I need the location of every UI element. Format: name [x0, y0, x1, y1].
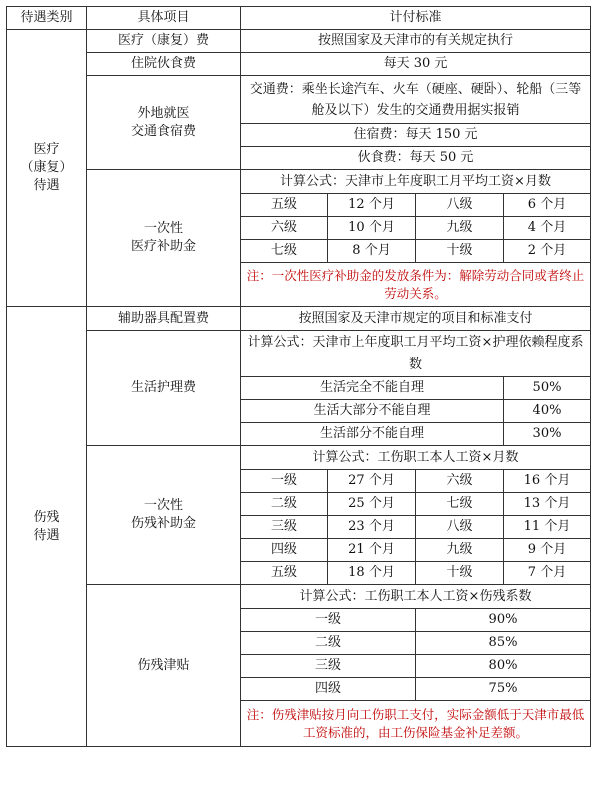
grade-cell: 十级 [416, 240, 504, 263]
category-disability [7, 307, 87, 747]
months-cell: 6 个月 [504, 194, 591, 217]
grade-cell: 四级 [241, 539, 328, 562]
grade-cell: 六级 [416, 470, 504, 493]
formula-disability-subsidy: 计算公式：工伤职工本人工资×月数 [241, 446, 591, 470]
category-line: （康复） [20, 160, 73, 175]
item-medical-subsidy-line: 一次性 [143, 221, 183, 236]
item-allowance: 伤残津贴 [87, 585, 241, 747]
standard-food: 伙食费：每天 50 元 [241, 147, 591, 170]
item-medical-fee: 医疗（康复）费 [87, 30, 241, 53]
formula-medical-subsidy: 计算公式：天津市上年度职工月平均工资×月数 [241, 170, 591, 194]
months-cell: 2 个月 [504, 240, 591, 263]
grade-cell: 二级 [241, 632, 416, 655]
item-disability-subsidy-line: 一次性 [143, 498, 183, 513]
item-travel-line: 外地就医 [137, 105, 190, 121]
months-cell: 25 个月 [328, 493, 416, 516]
item-travel-line: 交通食宿费 [130, 123, 196, 139]
grade-cell: 五级 [241, 562, 328, 585]
grade-cell: 十级 [416, 562, 504, 585]
formula-care: 计算公式：天津市上年度职工月平均工资×护理依赖程度系数 [241, 331, 591, 377]
months-cell: 4 个月 [504, 217, 591, 240]
months-cell: 18 个月 [328, 562, 416, 585]
grade-cell: 五级 [241, 194, 328, 217]
header-standard: 计付标准 [241, 7, 591, 30]
header-category: 待遇类别 [7, 7, 87, 30]
months-cell: 8 个月 [328, 240, 416, 263]
grade-cell: 九级 [416, 217, 504, 240]
item-disability-subsidy-line: 伤残补助金 [130, 516, 196, 531]
item-care: 生活护理费 [87, 331, 241, 446]
months-cell: 27 个月 [328, 470, 416, 493]
care-level-cell: 生活部分不能自理 [241, 423, 504, 446]
table-row [7, 585, 591, 609]
care-rate-cell: 50% [504, 377, 591, 400]
category-line: 伤残 [33, 509, 60, 525]
item-medical-subsidy-line: 医疗补助金 [130, 239, 196, 254]
rate-cell: 80% [416, 655, 591, 678]
table-row [7, 331, 591, 377]
grade-cell: 一级 [241, 470, 328, 493]
table-row [7, 30, 591, 53]
grade-cell: 八级 [416, 194, 504, 217]
months-cell: 13 个月 [504, 493, 591, 516]
benefits-table [6, 6, 591, 747]
table-row [7, 53, 591, 76]
months-cell: 12 个月 [328, 194, 416, 217]
item-disability-subsidy [87, 446, 241, 585]
standard-transport: 交通费：乘坐长途汽车、火车（硬座、硬卧）、轮船（三等舱及以下）发生的交通费用据实报销 [241, 76, 591, 124]
table-row [7, 446, 591, 470]
months-cell: 21 个月 [328, 539, 416, 562]
table-row [7, 76, 591, 124]
care-level-cell: 生活完全不能自理 [241, 377, 504, 400]
category-line: 医疗 [33, 142, 60, 157]
formula-allowance: 计算公式：工伤职工本人工资×伤残系数 [241, 585, 591, 609]
category-medical [7, 30, 87, 307]
table-row [7, 307, 591, 331]
grade-cell: 一级 [241, 609, 416, 632]
header-item: 具体项目 [87, 7, 241, 30]
rate-cell: 90% [416, 609, 591, 632]
grade-cell: 七级 [241, 240, 328, 263]
months-cell: 9 个月 [504, 539, 591, 562]
months-cell: 23 个月 [328, 516, 416, 539]
standard-device: 按照国家及天津市规定的项目和标准支付 [241, 307, 591, 331]
grade-cell: 三级 [241, 655, 416, 678]
item-medical-subsidy [87, 170, 241, 307]
care-rate-cell: 30% [504, 423, 591, 446]
item-meal: 住院伙食费 [87, 53, 241, 76]
care-level-cell: 生活大部分不能自理 [241, 400, 504, 423]
months-cell: 7 个月 [504, 562, 591, 585]
months-cell: 16 个月 [504, 470, 591, 493]
grade-cell: 六级 [241, 217, 328, 240]
grade-cell: 七级 [416, 493, 504, 516]
item-travel [87, 76, 241, 170]
table-header-row [7, 7, 591, 30]
standard-lodging: 住宿费：每天 150 元 [241, 124, 591, 147]
category-line: 待遇 [33, 527, 60, 543]
care-rate-cell: 40% [504, 400, 591, 423]
grade-cell: 四级 [241, 678, 416, 701]
months-cell: 10 个月 [328, 217, 416, 240]
grade-cell: 二级 [241, 493, 328, 516]
note-medical-subsidy: 注：一次性医疗补助金的发放条件为：解除劳动合同或者终止劳动关系。 [241, 263, 591, 307]
item-device: 辅助器具配置费 [87, 307, 241, 331]
rate-cell: 85% [416, 632, 591, 655]
table-row [7, 170, 591, 194]
grade-cell: 三级 [241, 516, 328, 539]
category-line: 待遇 [33, 178, 60, 193]
note-allowance: 注：伤残津贴按月向工伤职工支付，实际金额低于天津市最低工资标准的，由工伤保险基金补足差额。 [241, 701, 591, 747]
rate-cell: 75% [416, 678, 591, 701]
months-cell: 11 个月 [504, 516, 591, 539]
standard-medical-fee: 按照国家及天津市的有关规定执行 [241, 30, 591, 53]
grade-cell: 八级 [416, 516, 504, 539]
standard-meal: 每天 30 元 [241, 53, 591, 76]
grade-cell: 九级 [416, 539, 504, 562]
